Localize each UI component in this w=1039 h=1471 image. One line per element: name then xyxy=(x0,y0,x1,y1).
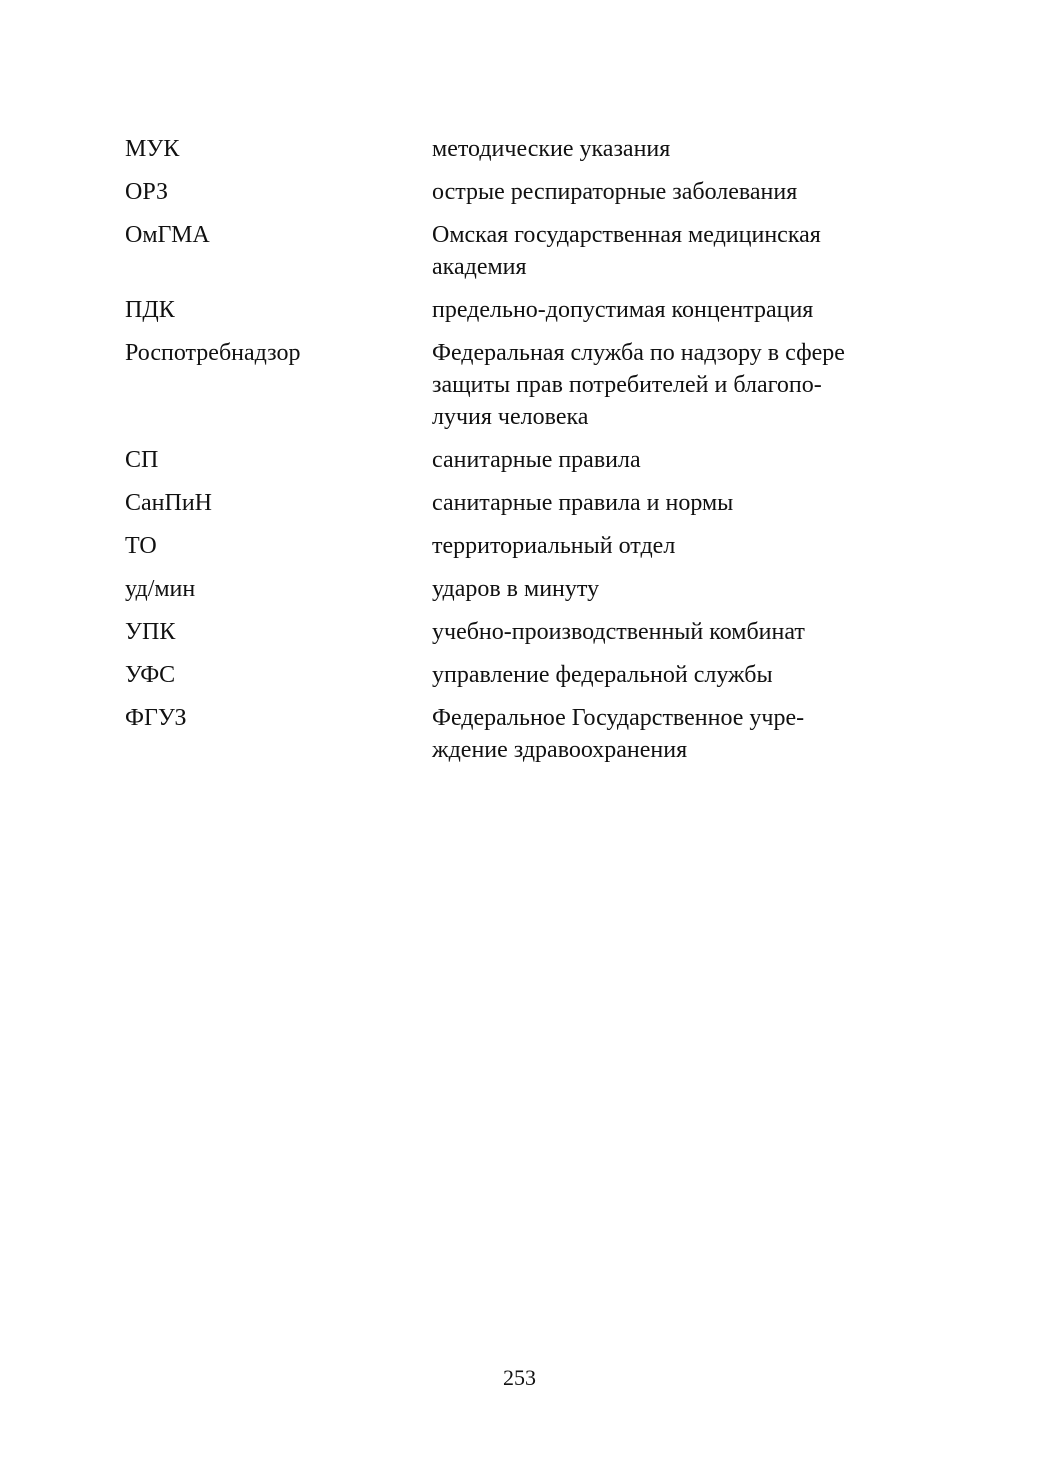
abbreviation-definition: санитарные правила и нормы xyxy=(432,490,734,516)
abbreviation-entry xyxy=(125,444,925,476)
abbreviation-term: ТО xyxy=(125,533,157,559)
abbreviation-entry xyxy=(125,573,925,605)
abbreviation-definition: предельно-допустимая концентрация xyxy=(432,297,814,323)
abbreviation-definition: учебно-производственный комбинат xyxy=(432,619,805,645)
abbreviation-term: ФГУЗ xyxy=(125,705,187,731)
abbreviation-entry xyxy=(125,530,925,562)
abbreviation-term: Роспотребнадзор xyxy=(125,340,301,366)
abbreviation-entry xyxy=(125,702,925,766)
abbreviation-term: УФС xyxy=(125,662,176,688)
abbreviation-definition: управление федеральной службы xyxy=(432,662,773,688)
abbreviation-entry xyxy=(125,337,925,433)
abbreviation-entry xyxy=(125,294,925,326)
abbreviation-term: УПК xyxy=(125,619,176,645)
page-number: 253 xyxy=(503,1365,536,1390)
abbreviation-term: уд/мин xyxy=(125,576,196,602)
abbreviation-entry xyxy=(125,219,925,283)
abbreviation-definition: Федеральное Государственное учре- ждение здравоохранения xyxy=(432,705,805,763)
abbreviation-definition: ударов в минуту xyxy=(432,576,600,602)
abbreviation-definition: методические указания xyxy=(432,136,671,162)
abbreviation-term: СанПиН xyxy=(125,490,213,516)
abbreviation-definition: территориальный отдел xyxy=(432,533,676,559)
abbreviation-definition: острые респираторные заболевания xyxy=(432,179,798,205)
abbreviation-term: МУК xyxy=(125,136,180,162)
abbreviation-list xyxy=(125,133,925,777)
abbreviation-entry xyxy=(125,616,925,648)
abbreviation-entry xyxy=(125,487,925,519)
abbreviation-term: ОРЗ xyxy=(125,179,168,205)
abbreviation-definition: Федеральная служба по надзору в сфере защиты прав потребителей и благопо- лучия человека xyxy=(432,340,845,430)
abbreviation-definition: санитарные правила xyxy=(432,447,641,473)
abbreviation-term: ПДК xyxy=(125,297,175,323)
abbreviation-entry xyxy=(125,176,925,208)
abbreviation-entry xyxy=(125,659,925,691)
abbreviation-entry xyxy=(125,133,925,165)
abbreviation-term: ОмГМА xyxy=(125,222,210,248)
abbreviation-definition: Омская государственная медицинская академия xyxy=(432,222,821,280)
abbreviation-term: СП xyxy=(125,447,159,473)
